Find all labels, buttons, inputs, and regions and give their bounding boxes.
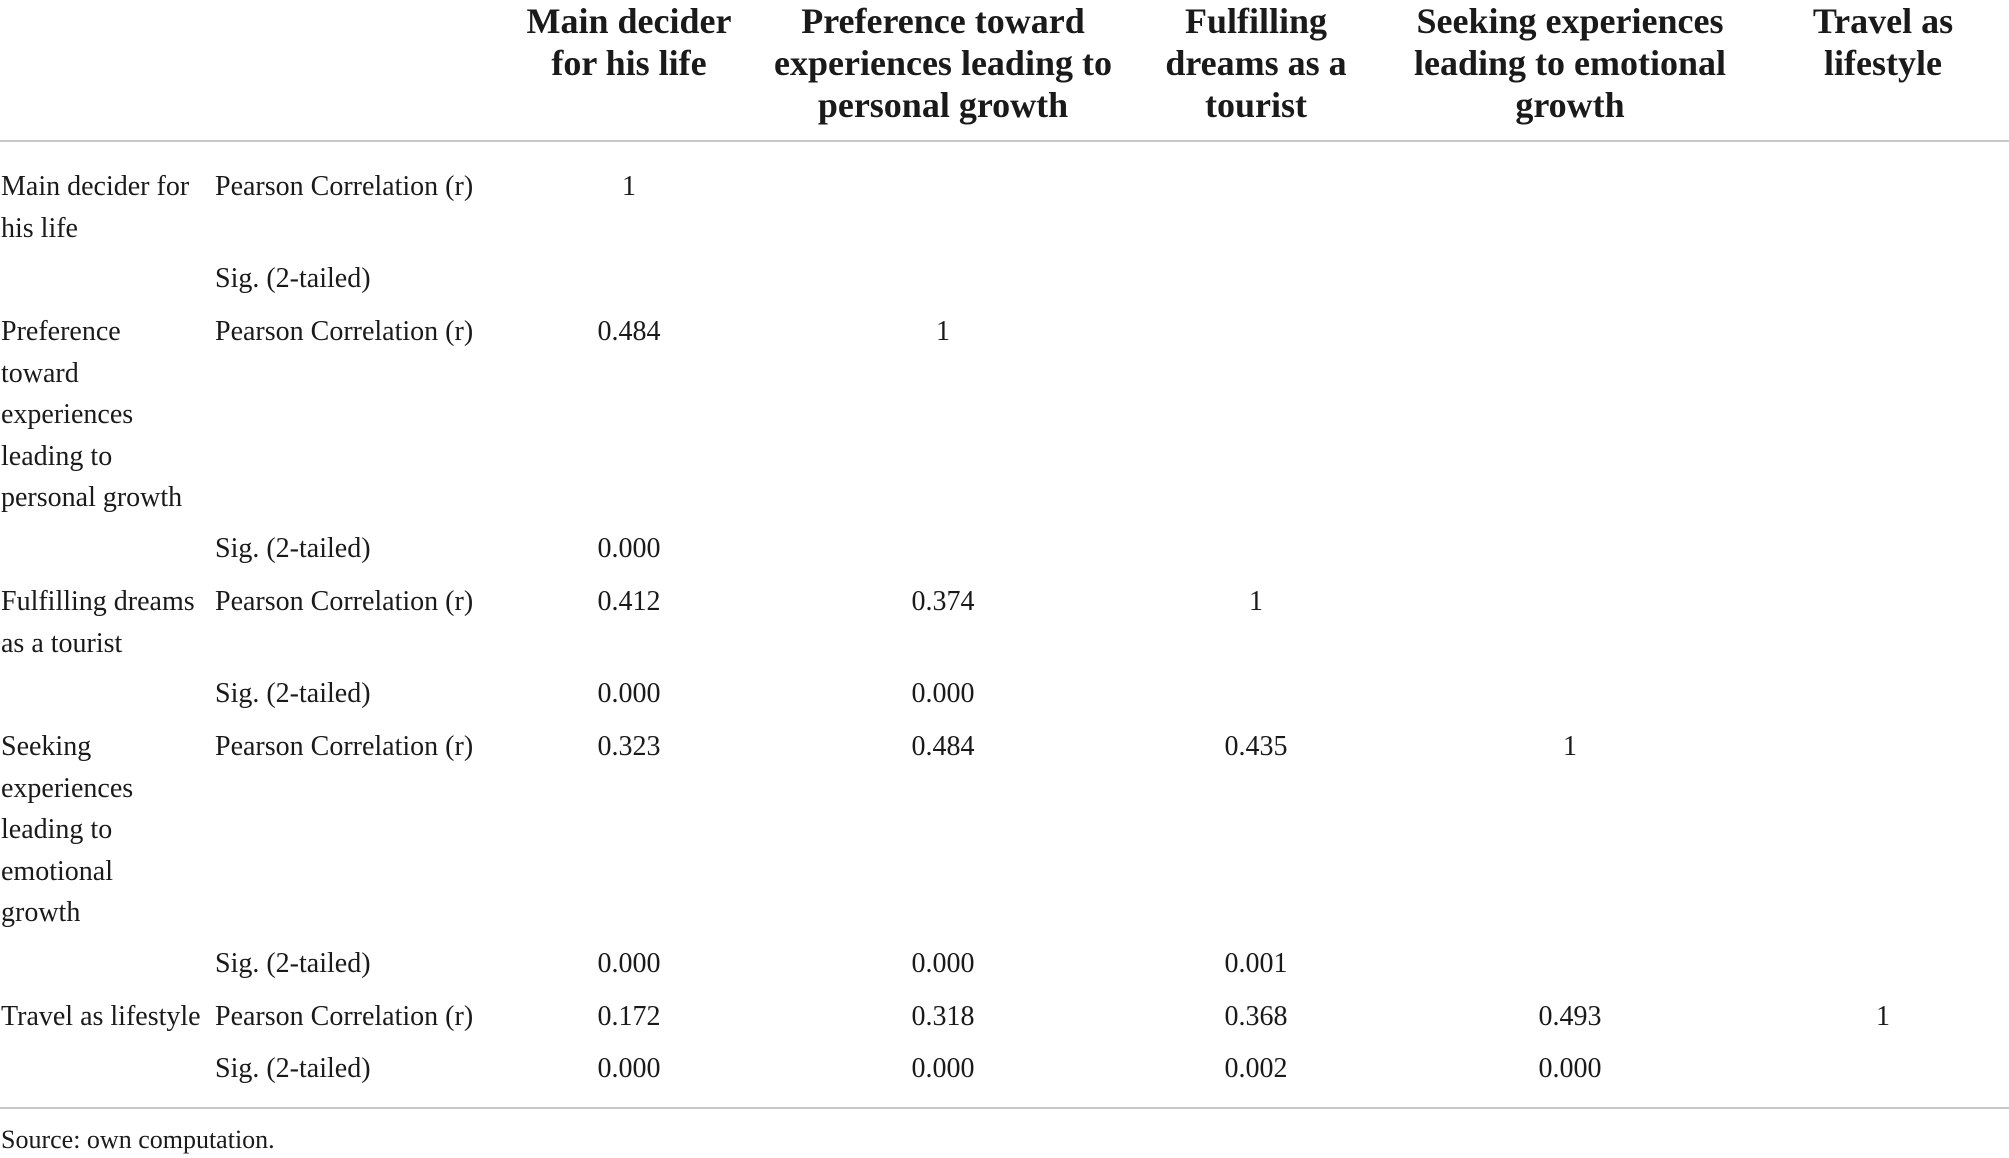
stat-label-r: Pearson Correlation (r) [215,316,474,347]
value-cell: 1 [622,171,636,202]
row-label-main-decider: Main decider for his life [1,171,190,244]
value-cell: 0.172 [597,1001,661,1032]
value-cell: 0.368 [1224,1001,1288,1032]
column-header-personal-growth: Preference toward experiences leading to personal growth [774,1,1112,125]
value-cell: 0.484 [911,731,975,762]
value-cell: 0.484 [597,316,661,347]
value-cell: 0.435 [1224,731,1288,762]
value-cell: 0.000 [911,948,975,979]
stat-label-sig: Sig. (2-tailed) [215,263,371,294]
value-cell: 0.000 [911,1053,975,1084]
row-label-emotional-growth: Seeking experiences leading to emotional growth [1,731,134,928]
stat-label-sig: Sig. (2-tailed) [215,1053,371,1084]
column-header-travel-lifestyle: Travel as lifestyle [1812,1,1954,83]
value-cell: 0.001 [1224,948,1288,979]
value-cell: 0.000 [597,948,661,979]
value-cell: 0.323 [597,731,661,762]
stat-label-sig: Sig. (2-tailed) [215,533,371,564]
value-cell: 1 [1876,1001,1890,1032]
stat-label-r: Pearson Correlation (r) [215,1001,474,1032]
value-cell: 0.000 [597,678,661,709]
value-cell: 1 [1249,586,1263,617]
value-cell: 0.000 [597,533,661,564]
stat-label-r: Pearson Correlation (r) [215,731,474,762]
bottom-rule [0,1107,2009,1109]
value-cell: 0.000 [1538,1053,1602,1084]
value-cell: 0.318 [911,1001,975,1032]
column-header-main-decider: Main decider for his life [526,1,732,83]
stat-label-r: Pearson Correlation (r) [215,586,474,617]
value-cell: 1 [1563,731,1577,762]
stat-label-sig: Sig. (2-tailed) [215,948,371,979]
header-rule [0,140,2009,142]
source-note: Source: own computation. [1,1125,275,1154]
value-cell: 0.000 [911,678,975,709]
value-cell: 0.002 [1224,1053,1288,1084]
value-cell: 0.374 [911,586,975,617]
value-cell: 0.493 [1538,1001,1602,1032]
row-label-personal-growth: Preference toward experiences leading to personal growth [1,316,183,513]
row-label-travel-lifestyle: Travel as lifestyle [1,1001,201,1032]
value-cell: 0.000 [597,1053,661,1084]
stat-label-r: Pearson Correlation (r) [215,171,474,202]
column-header-emotional-growth: Seeking experiences leading to emotional growth [1414,1,1726,125]
column-header-fulfilling-dreams: Fulfilling dreams as a tourist [1165,1,1347,125]
row-label-fulfilling-dreams: Fulfilling dreams as a tourist [1,586,195,659]
value-cell: 0.412 [597,586,661,617]
value-cell: 1 [936,316,950,347]
stat-label-sig: Sig. (2-tailed) [215,678,371,709]
